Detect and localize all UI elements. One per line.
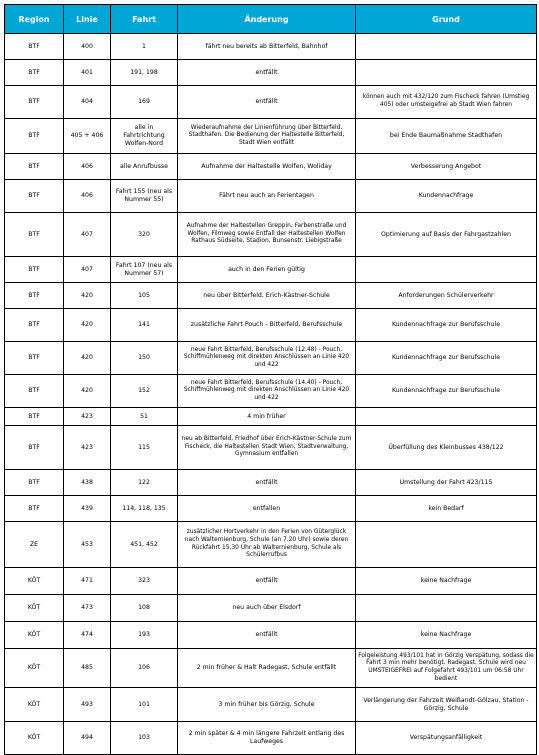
cell-region: KÖT bbox=[5, 722, 64, 755]
cell-grund: keine Nachfrage bbox=[356, 568, 537, 595]
cell-aenderung: fährt neu bereits ab Bitterfeld, Bahnhof bbox=[178, 34, 356, 60]
cell-grund: Kundennachfrage zur Berufsschule bbox=[356, 342, 537, 375]
column-header-region: Region bbox=[5, 5, 64, 34]
cell-region: ZE bbox=[5, 522, 64, 568]
table-row bbox=[5, 309, 537, 342]
table-row bbox=[5, 426, 537, 470]
cell-aenderung: entfällt bbox=[178, 60, 356, 86]
cell-fahrt: alle Anrufbusse bbox=[111, 154, 178, 180]
cell-region: KÖT bbox=[5, 649, 64, 688]
cell-fahrt: Fahrt 107 (neu als Nummer 57) bbox=[111, 257, 178, 283]
cell-linie: 407 bbox=[64, 257, 111, 283]
cell-grund: Verspätungsanfälligkeit bbox=[356, 722, 537, 755]
cell-linie: 407 bbox=[64, 213, 111, 257]
cell-fahrt: 114, 118, 135 bbox=[111, 496, 178, 522]
table-header bbox=[5, 5, 537, 34]
cell-fahrt: 320 bbox=[111, 213, 178, 257]
cell-region: KÖT bbox=[5, 568, 64, 595]
cell-linie: 420 bbox=[64, 283, 111, 309]
cell-aenderung: Wiederaufnahme der Linienführung über Bitterfeld, Stadthafen. Die Bedienung der Haltestelle Bitterfeld, Stadt Wien entfällt bbox=[178, 119, 356, 154]
cell-grund: Verbesserung Angebot bbox=[356, 154, 537, 180]
cell-linie: 453 bbox=[64, 522, 111, 568]
table-row bbox=[5, 34, 537, 60]
column-header-fahrt: Fahrt bbox=[111, 5, 178, 34]
cell-fahrt: 169 bbox=[111, 86, 178, 119]
cell-linie: 439 bbox=[64, 496, 111, 522]
cell-linie: 420 bbox=[64, 375, 111, 408]
cell-grund bbox=[356, 408, 537, 426]
cell-linie: 404 bbox=[64, 86, 111, 119]
cell-fahrt: 122 bbox=[111, 470, 178, 496]
cell-linie: 401 bbox=[64, 60, 111, 86]
cell-linie: 423 bbox=[64, 408, 111, 426]
table-row bbox=[5, 622, 537, 649]
column-header-linie: Linie bbox=[64, 5, 111, 34]
cell-grund: Optimierung auf Basis der Fahrgastzahlen bbox=[356, 213, 537, 257]
cell-grund: kein Bedarf bbox=[356, 496, 537, 522]
cell-region: BTF bbox=[5, 60, 64, 86]
cell-aenderung: neu auch über Elsdorf bbox=[178, 595, 356, 622]
cell-linie: 494 bbox=[64, 722, 111, 755]
cell-fahrt: 152 bbox=[111, 375, 178, 408]
cell-grund bbox=[356, 522, 537, 568]
header-row bbox=[5, 5, 537, 34]
cell-grund: Umstellung der Fahrt 423/115 bbox=[356, 470, 537, 496]
table-body bbox=[5, 34, 537, 755]
cell-region: BTF bbox=[5, 119, 64, 154]
cell-aenderung: zusätzliche Fahrt Pouch - Bitterfeld, Berufsschule bbox=[178, 309, 356, 342]
cell-linie: 474 bbox=[64, 622, 111, 649]
cell-grund: Kundennachfrage zur Berufsschule bbox=[356, 375, 537, 408]
cell-aenderung: neu über Bitterfeld, Erich-Kästner-Schule bbox=[178, 283, 356, 309]
cell-fahrt: 150 bbox=[111, 342, 178, 375]
cell-region: BTF bbox=[5, 426, 64, 470]
cell-fahrt: 1 bbox=[111, 34, 178, 60]
cell-aenderung: zusätzlicher Hortverkehr in den Ferien von Güterglück nach Walternienburg, Schule (an 7.20 Uhr) sowie deren Rückfahrt 15.30 Uhr ab Walternienburg, Schule als Schülerrufbus bbox=[178, 522, 356, 568]
cell-region: BTF bbox=[5, 283, 64, 309]
cell-fahrt: 451, 452 bbox=[111, 522, 178, 568]
cell-aenderung: neue Fahrt Bitterfeld, Berufsschule (14.40) - Pouch, Schiffmühlenweg mit direkten Anschlüssen an Linie 420 und 422 bbox=[178, 375, 356, 408]
cell-aenderung: neue Fahrt Bitterfeld, Berufsschule (12.48) - Pouch, Schiffmühlenweg mit direkten Anschlüssen an Linie 420 und 422 bbox=[178, 342, 356, 375]
cell-region: KÖT bbox=[5, 595, 64, 622]
cell-grund: keine Nachfrage bbox=[356, 622, 537, 649]
cell-fahrt: 51 bbox=[111, 408, 178, 426]
cell-region: BTF bbox=[5, 257, 64, 283]
cell-fahrt: 105 bbox=[111, 283, 178, 309]
table-row bbox=[5, 257, 537, 283]
table-row bbox=[5, 154, 537, 180]
changes-table bbox=[4, 4, 537, 755]
cell-linie: 423 bbox=[64, 426, 111, 470]
table-row bbox=[5, 522, 537, 568]
cell-grund: können auch mit 432/120 zum Fischeck fahren (Umstieg 405) oder umsteigefrei ab Stadt Wien fahren bbox=[356, 86, 537, 119]
column-header-aenderung: Änderung bbox=[178, 5, 356, 34]
cell-linie: 438 bbox=[64, 470, 111, 496]
cell-linie: 471 bbox=[64, 568, 111, 595]
table-row bbox=[5, 86, 537, 119]
cell-linie: 485 bbox=[64, 649, 111, 688]
cell-region: BTF bbox=[5, 470, 64, 496]
column-header-grund: Grund bbox=[356, 5, 537, 34]
cell-aenderung: Aufnahme der Haltestelle Wolfen, Woliday bbox=[178, 154, 356, 180]
cell-fahrt: 191, 198 bbox=[111, 60, 178, 86]
table-row bbox=[5, 568, 537, 595]
cell-fahrt: 115 bbox=[111, 426, 178, 470]
cell-aenderung: Aufnahme der Haltestellen Greppin, Farbenstraße und Wolfen, Filmweg sowie Entfall der Haltestellen Wolfen Rathaus Südseite, Stadion, Bunsenstr. Liebigstraße bbox=[178, 213, 356, 257]
cell-linie: 405 + 406 bbox=[64, 119, 111, 154]
table-row bbox=[5, 60, 537, 86]
cell-fahrt: 101 bbox=[111, 688, 178, 722]
cell-region: KÖT bbox=[5, 622, 64, 649]
cell-region: BTF bbox=[5, 309, 64, 342]
cell-region: BTF bbox=[5, 408, 64, 426]
table-row bbox=[5, 408, 537, 426]
cell-aenderung: entfällt bbox=[178, 568, 356, 595]
cell-fahrt: 141 bbox=[111, 309, 178, 342]
cell-aenderung: auch in den Ferien gültig bbox=[178, 257, 356, 283]
cell-region: BTF bbox=[5, 154, 64, 180]
cell-region: BTF bbox=[5, 86, 64, 119]
cell-aenderung: 3 min früher bis Görzig, Schule bbox=[178, 688, 356, 722]
cell-aenderung: 4 min früher bbox=[178, 408, 356, 426]
cell-region: BTF bbox=[5, 375, 64, 408]
cell-linie: 406 bbox=[64, 180, 111, 213]
cell-grund bbox=[356, 34, 537, 60]
cell-fahrt: 108 bbox=[111, 595, 178, 622]
cell-linie: 473 bbox=[64, 595, 111, 622]
cell-grund bbox=[356, 257, 537, 283]
table-row bbox=[5, 470, 537, 496]
cell-fahrt: Fahrt 155 (neu als Nummer 55) bbox=[111, 180, 178, 213]
table-row bbox=[5, 180, 537, 213]
cell-grund: Kundennachfrage zur Berufsschule bbox=[356, 309, 537, 342]
cell-aenderung: entfällt bbox=[178, 86, 356, 119]
cell-region: BTF bbox=[5, 34, 64, 60]
table-row bbox=[5, 722, 537, 755]
cell-grund: bei Ende Baumaßnahme Stadthafen bbox=[356, 119, 537, 154]
table-row bbox=[5, 283, 537, 309]
cell-linie: 406 bbox=[64, 154, 111, 180]
cell-region: BTF bbox=[5, 342, 64, 375]
table-row bbox=[5, 342, 537, 375]
cell-grund: Kundennachfrage bbox=[356, 180, 537, 213]
cell-linie: 420 bbox=[64, 309, 111, 342]
cell-linie: 400 bbox=[64, 34, 111, 60]
cell-region: BTF bbox=[5, 496, 64, 522]
cell-aenderung: 2 min früher & Halt Radegast, Schule entfällt bbox=[178, 649, 356, 688]
cell-grund: Verlängerung der Fahrzeit Weißandt-Gölzau, Station - Görzig, Schule bbox=[356, 688, 537, 722]
table-row bbox=[5, 649, 537, 688]
cell-fahrt: alle in Fahrtrichtung Wolfen-Nord bbox=[111, 119, 178, 154]
cell-grund: Folgeleistung 493/101 hat in Görzig Verspätung, sodass die Fahrt 3 min mehr benötigt. Radegast, Schule wird neu UMSTEIGEFREI auf Folgefahrt 493/101 um 06:58 Uhr bedient bbox=[356, 649, 537, 688]
cell-fahrt: 193 bbox=[111, 622, 178, 649]
cell-fahrt: 323 bbox=[111, 568, 178, 595]
cell-grund: Überfüllung des Kleinbusses 438/122 bbox=[356, 426, 537, 470]
table-row bbox=[5, 688, 537, 722]
table-row bbox=[5, 119, 537, 154]
table-row bbox=[5, 213, 537, 257]
cell-fahrt: 106 bbox=[111, 649, 178, 688]
cell-region: BTF bbox=[5, 180, 64, 213]
cell-grund bbox=[356, 595, 537, 622]
cell-aenderung: entfällt bbox=[178, 622, 356, 649]
cell-linie: 420 bbox=[64, 342, 111, 375]
cell-linie: 493 bbox=[64, 688, 111, 722]
cell-aenderung: Fährt neu auch an Ferientagen bbox=[178, 180, 356, 213]
cell-aenderung: 2 min später & 4 min längere Fahrzeit entlang des Laufweges bbox=[178, 722, 356, 755]
cell-region: KÖT bbox=[5, 688, 64, 722]
cell-aenderung: entfallen bbox=[178, 496, 356, 522]
cell-aenderung: neu ab Bitterfeld, Friedhof über Erich-Kästner-Schule zum Fischeck, die Haltestellen Stadt Wien, Stadtverwaltung, Gymnasium entfallen bbox=[178, 426, 356, 470]
cell-aenderung: entfällt bbox=[178, 470, 356, 496]
cell-region: BTF bbox=[5, 213, 64, 257]
table-row bbox=[5, 496, 537, 522]
cell-grund: Anforderungen Schülerverkehr bbox=[356, 283, 537, 309]
cell-grund bbox=[356, 60, 537, 86]
table-row bbox=[5, 375, 537, 408]
cell-fahrt: 103 bbox=[111, 722, 178, 755]
table-row bbox=[5, 595, 537, 622]
